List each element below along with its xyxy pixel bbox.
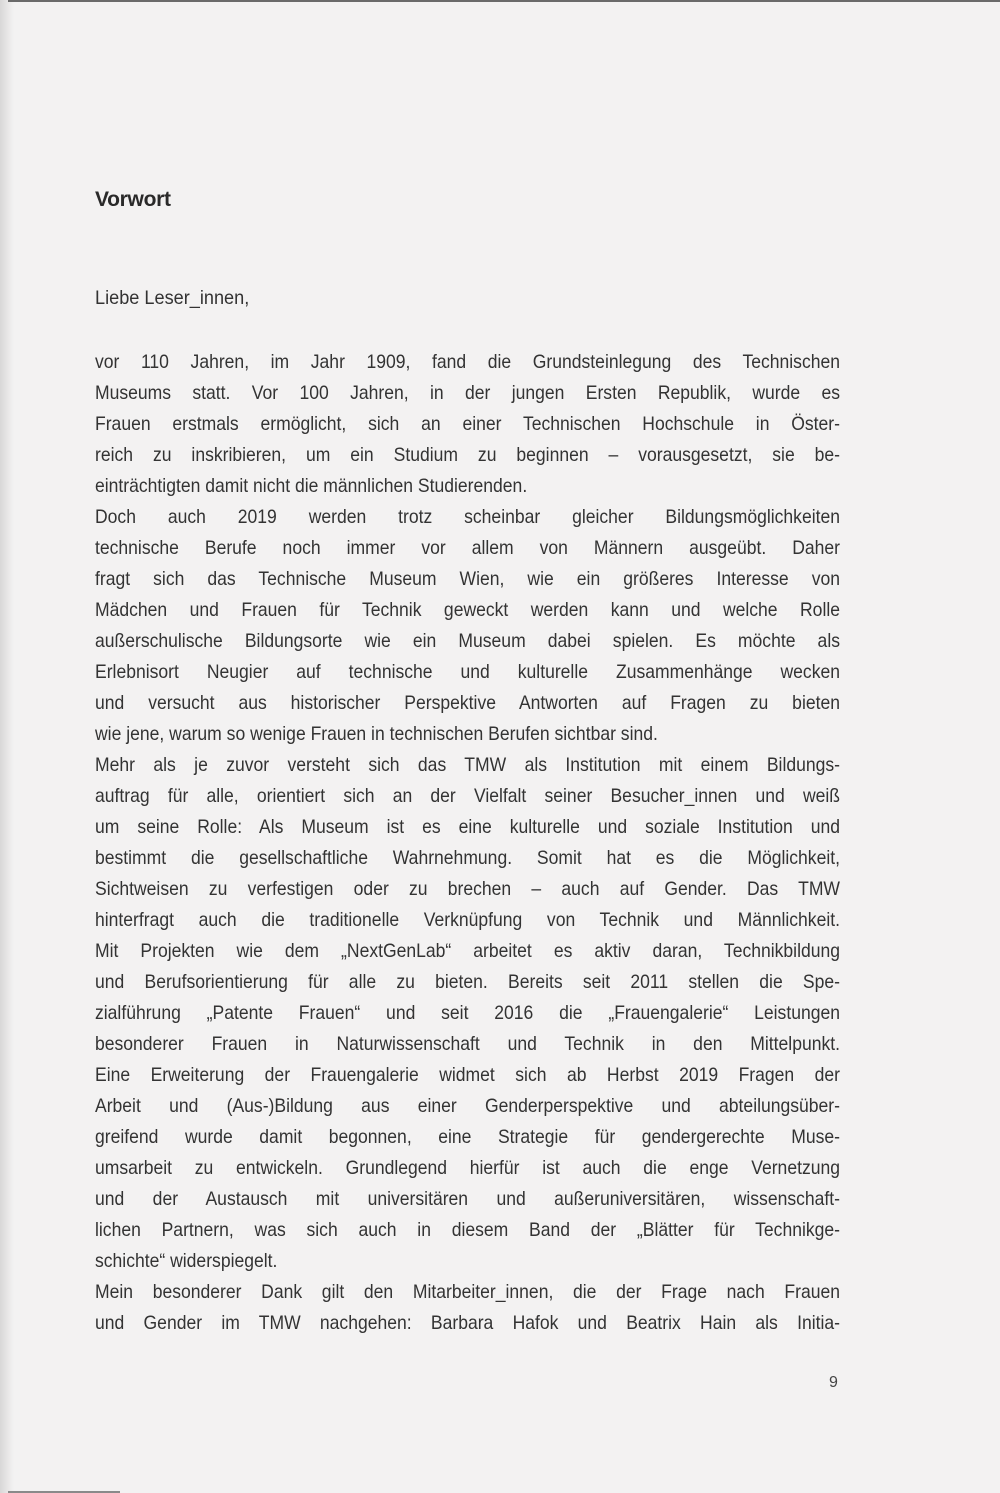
text-line-content: hinterfragt auch die traditionelle Verknüpfung von Technik und Männlichkeit.	[95, 909, 840, 931]
text-line	[95, 564, 840, 595]
text-line	[95, 998, 840, 1029]
text-line-content: vor 110 Jahren, im Jahr 1909, fand die Grundsteinlegung des Technischen	[95, 351, 840, 373]
text-line	[95, 905, 840, 936]
text-line-content: Sichtweisen zu verfestigen oder zu brechen – auch auf Gender. Das TMW	[95, 878, 840, 900]
text-line-content: lichen Partnern, was sich auch in diesem Band der „Blätter für Technikge-	[95, 1219, 840, 1241]
text-line-content: greifend wurde damit begonnen, eine Strategie für gendergerechte Muse-	[95, 1126, 840, 1148]
text-line	[95, 1122, 840, 1153]
text-line-content: fragt sich das Technische Museum Wien, wie ein größeres Interesse von	[95, 568, 840, 590]
text-line-content: Museums statt. Vor 100 Jahren, in der jungen Ersten Republik, wurde es	[95, 382, 840, 404]
salutation: Liebe Leser_innen,	[95, 287, 250, 309]
text-line-content: einträchtigten damit nicht die männlichen Studierenden.	[95, 475, 528, 497]
text-line-content: wie jene, warum so wenige Frauen in technischen Berufen sichtbar sind.	[95, 723, 658, 745]
text-line-content: Mit Projekten wie dem „NextGenLab“ arbeitet es aktiv daran, Technikbildung	[95, 940, 840, 962]
text-line	[95, 502, 840, 533]
text-line	[95, 1246, 840, 1277]
text-line-content: reich zu inskribieren, um ein Studium zu beginnen – vorausgesetzt, sie be-	[95, 444, 840, 466]
text-line-content: auftrag für alle, orientiert sich an der Vielfalt seiner Besucher_innen und weiß	[95, 785, 840, 807]
text-line	[95, 347, 840, 378]
text-line	[95, 1153, 840, 1184]
text-line	[95, 1091, 840, 1122]
text-line	[95, 843, 840, 874]
text-line-content: Mädchen und Frauen für Technik geweckt werden kann und welche Rolle	[95, 599, 840, 621]
text-line-content: zialführung „Patente Frauen“ und seit 2016 die „Frauengalerie“ Leistungen	[95, 1002, 840, 1024]
text-line	[95, 657, 840, 688]
text-line	[95, 781, 840, 812]
body-text	[95, 347, 840, 1339]
text-line	[95, 1060, 840, 1091]
text-line-content: Arbeit und (Aus-)Bildung aus einer Genderperspektive und abteilungsüber-	[95, 1095, 840, 1117]
text-line-content: technische Berufe noch immer vor allem von Männern ausgeübt. Daher	[95, 537, 840, 559]
text-line-content: Frauen erstmals ermöglicht, sich an einer Technischen Hochschule in Öster-	[95, 413, 840, 435]
text-line	[95, 750, 840, 781]
text-line-content: Doch auch 2019 werden trotz scheinbar gleicher Bildungsmöglichkeiten	[95, 506, 840, 528]
text-line-content: und Berufsorientierung für alle zu bieten. Bereits seit 2011 stellen die Spe-	[95, 971, 840, 993]
text-line	[95, 440, 840, 471]
text-line-content: bestimmt die gesellschaftliche Wahrnehmung. Somit hat es die Möglichkeit,	[95, 847, 840, 869]
text-line-content: außerschulische Bildungsorte wie ein Museum dabei spielen. Es möchte als	[95, 630, 840, 652]
text-line-content: Eine Erweiterung der Frauengalerie widmet sich ab Herbst 2019 Fragen der	[95, 1064, 840, 1086]
text-line	[95, 719, 840, 750]
text-line-content: und versucht aus historischer Perspektive Antworten auf Fragen zu bieten	[95, 692, 840, 714]
text-line	[95, 533, 840, 564]
text-line-content: Erlebnisort Neugier auf technische und kulturelle Zusammenhänge wecken	[95, 661, 840, 683]
text-line	[95, 409, 840, 440]
text-line	[95, 936, 840, 967]
text-line-content: und Gender im TMW nachgehen: Barbara Hafok und Beatrix Hain als Initia-	[95, 1312, 840, 1334]
text-line	[95, 688, 840, 719]
text-line	[95, 1184, 840, 1215]
text-line	[95, 378, 840, 409]
text-line	[95, 471, 840, 502]
text-line	[95, 967, 840, 998]
text-line-content: umsarbeit zu entwickeln. Grundlegend hierfür ist auch die enge Vernetzung	[95, 1157, 840, 1179]
text-line	[95, 874, 840, 905]
page-number: 9	[829, 1374, 838, 1391]
text-line	[95, 626, 840, 657]
text-line	[95, 1215, 840, 1246]
text-line-content: und der Austausch mit universitären und außeruniversitären, wissenschaft-	[95, 1188, 840, 1210]
text-line-content: Mein besonderer Dank gilt den Mitarbeiter_innen, die der Frage nach Frauen	[95, 1281, 840, 1303]
text-line	[95, 812, 840, 843]
text-line-content: Mehr als je zuvor versteht sich das TMW als Institution mit einem Bildungs-	[95, 754, 840, 776]
text-line-content: besonderer Frauen in Naturwissenschaft und Technik in den Mittelpunkt.	[95, 1033, 840, 1055]
text-line-content: um seine Rolle: Als Museum ist es eine kulturelle und soziale Institution und	[95, 816, 840, 838]
text-line	[95, 1277, 840, 1308]
text-line	[95, 1308, 840, 1339]
page-title: Vorwort	[95, 188, 171, 211]
text-line	[95, 595, 840, 626]
text-line-content: schichte“ widerspiegelt.	[95, 1250, 278, 1272]
text-line	[95, 1029, 840, 1060]
